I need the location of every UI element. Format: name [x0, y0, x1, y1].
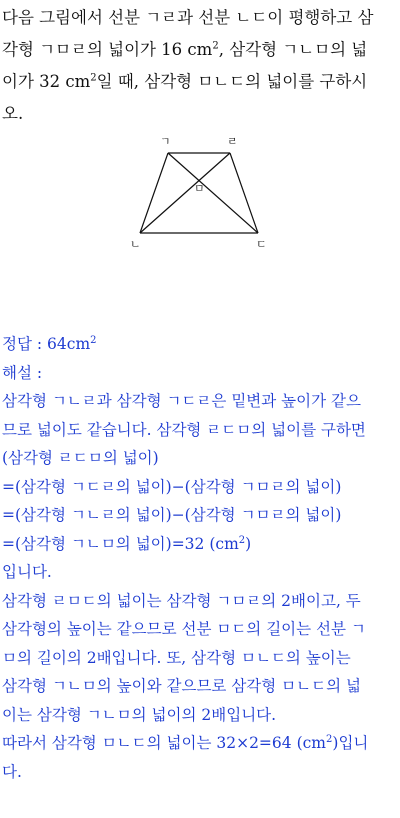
- trapezoid-figure: [120, 128, 280, 258]
- solution-line-10: ㅁ의 길이의 2배입니다. 또, 삼각형 ㅁㄴㄷ의 높이는: [2, 648, 351, 667]
- solution-line-5: =(삼각형 ㄱㄴㄹ의 넓이)−(삼각형 ㄱㅁㄹ의 넓이): [2, 506, 342, 524]
- solution-line-2: 므로 넓이도 같습니다. 삼각형 ㄹㄷㅁ의 넓이를 구하면: [2, 420, 366, 439]
- label-c: ㄷ: [256, 238, 267, 251]
- solution-line-14: 다.: [2, 762, 22, 781]
- solution-line-12: 이는 삼각형 ㄱㄴㅁ의 넓이의 2배입니다.: [2, 705, 277, 724]
- solution-line-13: 따라서 삼각형 ㅁㄴㄷ의 넓이는 32×2=64 $(cm^2)$입니: [2, 733, 369, 752]
- solution-line-1: 삼각형 ㄱㄴㄹ과 삼각형 ㄱㄷㄹ은 밑변과 높이가 같으: [2, 392, 361, 410]
- solution-line-8: 삼각형 ㄹㅁㄷ의 넓이는 삼각형 ㄱㅁㄹ의 2배이고, 두: [2, 591, 361, 610]
- trapezoid-diagram: [120, 128, 280, 258]
- solution-line-9: 삼각형의 높이는 같으므로 선분 ㅁㄷ의 길이는 선분 ㄱ: [2, 620, 366, 638]
- question-line-4: 오.: [2, 104, 24, 123]
- explanation-label: 해설 :: [2, 363, 43, 382]
- question-line-3: 이가 32 $cm^2$일 때, 삼각형 ㅁㄴㄷ의 넓이를 구하시: [2, 72, 368, 91]
- label-e: ㅁ: [194, 182, 205, 195]
- label-a: ㄱ: [160, 135, 171, 148]
- solution-block: [2, 330, 400, 786]
- solution-line-3: (삼각형 ㄹㄷㅁ의 넓이): [2, 449, 159, 467]
- solution-line-7: 입니다.: [2, 563, 52, 581]
- solution-line-4: =(삼각형 ㄱㄷㄹ의 넓이)−(삼각형 ㄱㅁㄹ의 넓이): [2, 477, 342, 496]
- question-line-2: 각형 ㄱㅁㄹ의 넓이가 16 $cm^2$, 삼각형 ㄱㄴㅁ의 넓: [2, 40, 368, 59]
- question-line-1: 다음 그림에서 선분 ㄱㄹ과 선분 ㄴㄷ이 평행하고 삼: [2, 8, 374, 27]
- question-text: [2, 2, 400, 130]
- label-b: ㄴ: [130, 238, 141, 251]
- solution-line-11: 삼각형 ㄱㄴㅁ의 높이와 같으므로 삼각형 ㅁㄴㄷ의 넓: [2, 677, 361, 695]
- solution-line-6: =(삼각형 ㄱㄴㅁ의 넓이)=32 $(cm^2)$: [2, 534, 252, 553]
- answer-line: 정답 : $64cm^2$: [2, 334, 97, 353]
- label-d: ㄹ: [227, 135, 238, 148]
